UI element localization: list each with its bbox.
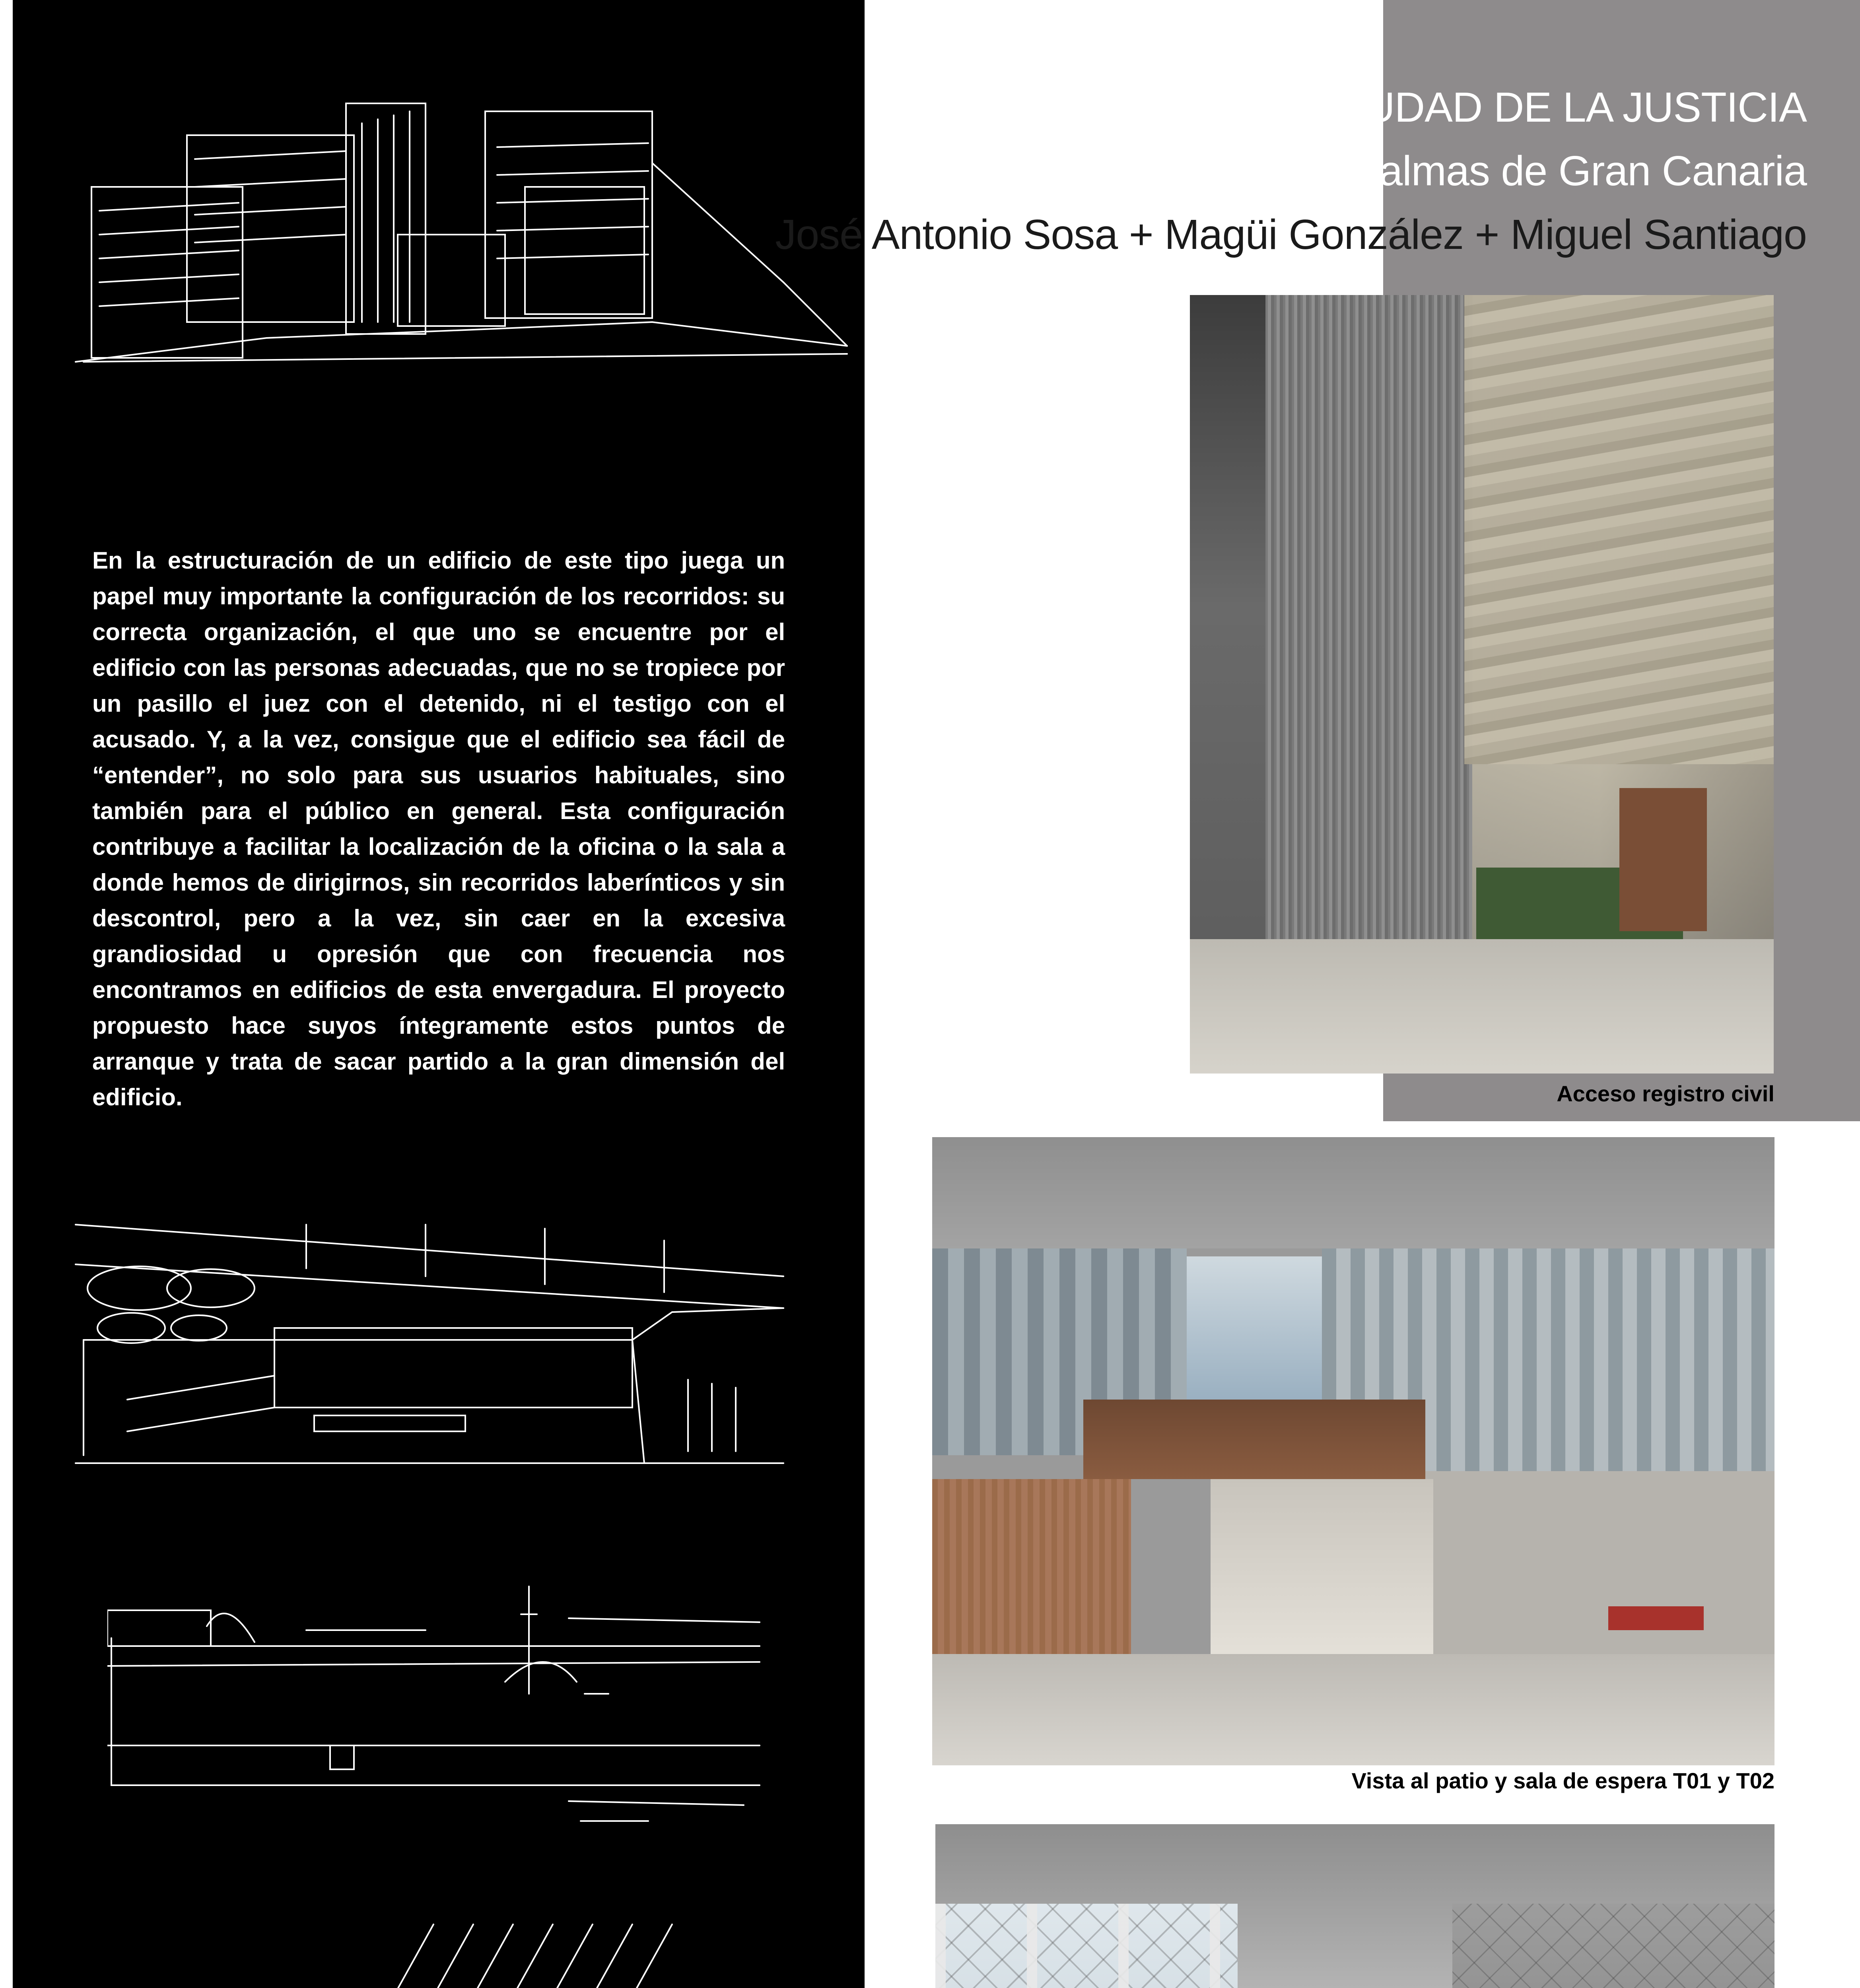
photo-acceso-registro-civil [1190, 295, 1774, 1074]
project-authors: José Antonio Sosa + Magüi González + Miguel Santiago [775, 211, 1807, 258]
title-block [775, 76, 1807, 266]
project-title: CIUDAD DE LA JUSTICIA [1323, 84, 1807, 131]
project-location: Las Palmas de Gran Canaria [1273, 148, 1807, 194]
photo-pasarela [935, 1824, 1774, 1988]
sketch-section [107, 1563, 799, 1833]
photo-caption: Vista al patio y sala de espera T01 y T02 [1351, 1768, 1774, 1793]
body-text: En la estructuración de un edificio de este tipo juega un papel muy importante la configuración de los recorridos: su correcta organización, el que uno se encuentre por el edificio con las personas adecuadas, que no se tropiece por un pasillo el juez con el detenido, ni el testigo con el acusado. Y, a la vez, consigue que el edificio sea fácil de “entender”, no solo para sus usuarios habituales, sino también para el público en general. Esta configuración contribuye a facilitar la localización de la oficina o la sala a donde hemos de dirigirnos, sin recorridos laberínticos y sin descontrol, pero a la vez, sin caer en la excesiva grandiosidad u opresión que con frecuencia nos encontramos en edificios de esta envergadura. El proyecto propuesto hace suyos íntegramente estos puntos de arranque y trata de sacar partido a la gran dimensión del edificio. [92, 547, 785, 1110]
sketch-skyline [68, 68, 851, 374]
sketch-interior-perspective [68, 1209, 795, 1479]
sketch-hatched-volume [187, 1877, 752, 1988]
photo-vista-patio [932, 1137, 1774, 1765]
photo-caption: Acceso registro civil [1557, 1081, 1774, 1106]
